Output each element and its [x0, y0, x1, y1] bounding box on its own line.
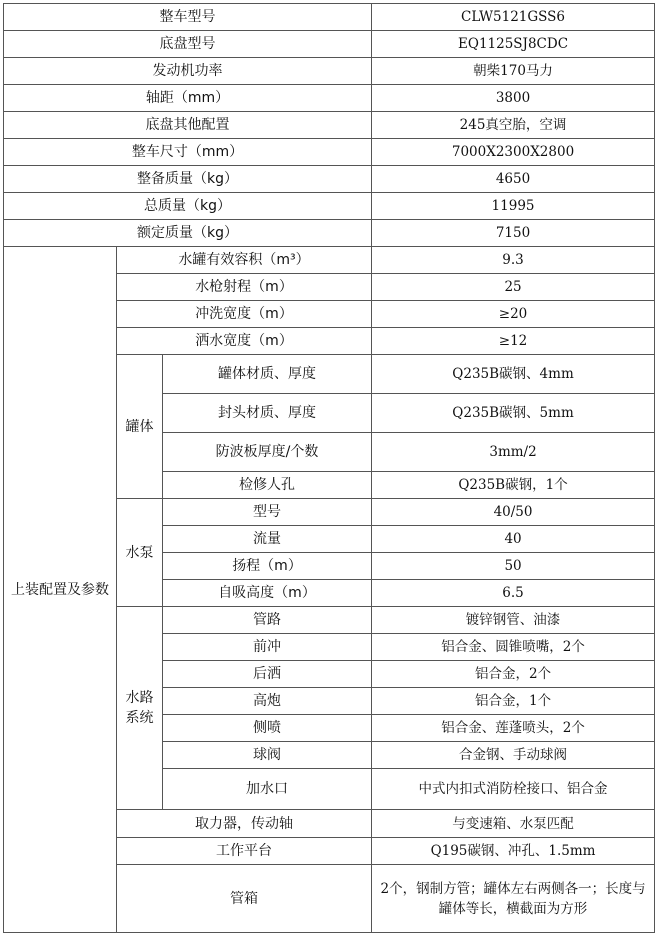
group-waterway-line2: 系统 [125, 710, 154, 726]
row-value: 镀锌钢管、油漆 [372, 607, 655, 634]
row-value: 50 [372, 553, 655, 580]
row-label: 管箱 [117, 865, 372, 933]
row-value: CLW5121GSS6 [372, 4, 655, 31]
row-value: 与变速箱、水泵匹配 [372, 810, 655, 838]
row-value: Q235B碳钢、4mm [372, 355, 655, 394]
row-value: 11995 [372, 193, 655, 220]
row-value: EQ1125SJ8CDC [372, 31, 655, 58]
row-label: 整车尺寸（mm） [4, 139, 372, 166]
row-value: Q235B碳钢、5mm [372, 394, 655, 433]
row-label: 取力器，传动轴 [117, 810, 372, 838]
row-label: 流量 [163, 526, 372, 553]
row-label: 工作平台 [117, 838, 372, 865]
group-waterway-line1: 水路 [125, 690, 154, 706]
row-value: 2个，钢制方管；罐体左右两侧各一；长度与罐体等长，横截面为方形 [372, 865, 655, 933]
row-label: 底盘其他配置 [4, 112, 372, 139]
row-label: 前冲 [163, 634, 372, 661]
row-value: 25 [372, 274, 655, 301]
row-label: 扬程（m） [163, 553, 372, 580]
row-label: 发动机功率 [4, 58, 372, 85]
spec-row [4, 58, 655, 85]
row-label: 罐体材质、厚度 [163, 355, 372, 394]
row-label: 总质量（kg） [4, 193, 372, 220]
row-label: 加水口 [163, 769, 372, 810]
row-value: 铝合金、莲蓬喷头，2个 [372, 715, 655, 742]
row-value: 中式内扣式消防栓接口、铝合金 [372, 769, 655, 810]
row-label: 自吸高度（m） [163, 580, 372, 607]
row-label: 水枪射程（m） [117, 274, 372, 301]
row-value: 朝柴170马力 [372, 58, 655, 85]
row-label: 后洒 [163, 661, 372, 688]
row-value: 铝合金，2个 [372, 661, 655, 688]
row-value: 6.5 [372, 580, 655, 607]
row-value: Q235B碳钢，1个 [372, 472, 655, 499]
spec-row [4, 193, 655, 220]
row-label: 球阀 [163, 742, 372, 769]
group-waterway [117, 607, 163, 810]
row-label: 整备质量（kg） [4, 166, 372, 193]
row-label: 型号 [163, 499, 372, 526]
row-value: 4650 [372, 166, 655, 193]
spec-row [4, 85, 655, 112]
row-value: 铝合金，1个 [372, 688, 655, 715]
spec-row [4, 139, 655, 166]
spec-row [4, 166, 655, 193]
row-value: ≥12 [372, 328, 655, 355]
row-label: 整车型号 [4, 4, 372, 31]
row-label: 冲洗宽度（m） [117, 301, 372, 328]
row-label: 额定质量（kg） [4, 220, 372, 247]
row-value: 9.3 [372, 247, 655, 274]
group-pump: 水泵 [117, 499, 163, 607]
row-value: 3800 [372, 85, 655, 112]
upper-section-title: 上装配置及参数 [4, 247, 117, 933]
row-label: 管路 [163, 607, 372, 634]
spec-row [4, 4, 655, 31]
row-label: 防波板厚度/个数 [163, 433, 372, 472]
row-label: 洒水宽度（m） [117, 328, 372, 355]
spec-row [4, 220, 655, 247]
row-label: 底盘型号 [4, 31, 372, 58]
row-value: Q195碳钢、冲孔、1.5mm [372, 838, 655, 865]
spec-row [4, 31, 655, 58]
spec-table [3, 3, 655, 933]
group-tank: 罐体 [117, 355, 163, 499]
row-value: 40 [372, 526, 655, 553]
spec-row [4, 112, 655, 139]
row-value: 245真空胎，空调 [372, 112, 655, 139]
row-label: 水罐有效容积（m³） [117, 247, 372, 274]
row-value: 7000X2300X2800 [372, 139, 655, 166]
row-label: 封头材质、厚度 [163, 394, 372, 433]
row-value: 7150 [372, 220, 655, 247]
row-value: 3mm/2 [372, 433, 655, 472]
row-label: 检修人孔 [163, 472, 372, 499]
spec-row [4, 247, 655, 274]
row-label: 高炮 [163, 688, 372, 715]
row-value: 合金钢、手动球阀 [372, 742, 655, 769]
row-label: 轴距（mm） [4, 85, 372, 112]
row-value: 40/50 [372, 499, 655, 526]
row-label: 侧喷 [163, 715, 372, 742]
row-value: 铝合金、圆锥喷嘴，2个 [372, 634, 655, 661]
row-value: ≥20 [372, 301, 655, 328]
